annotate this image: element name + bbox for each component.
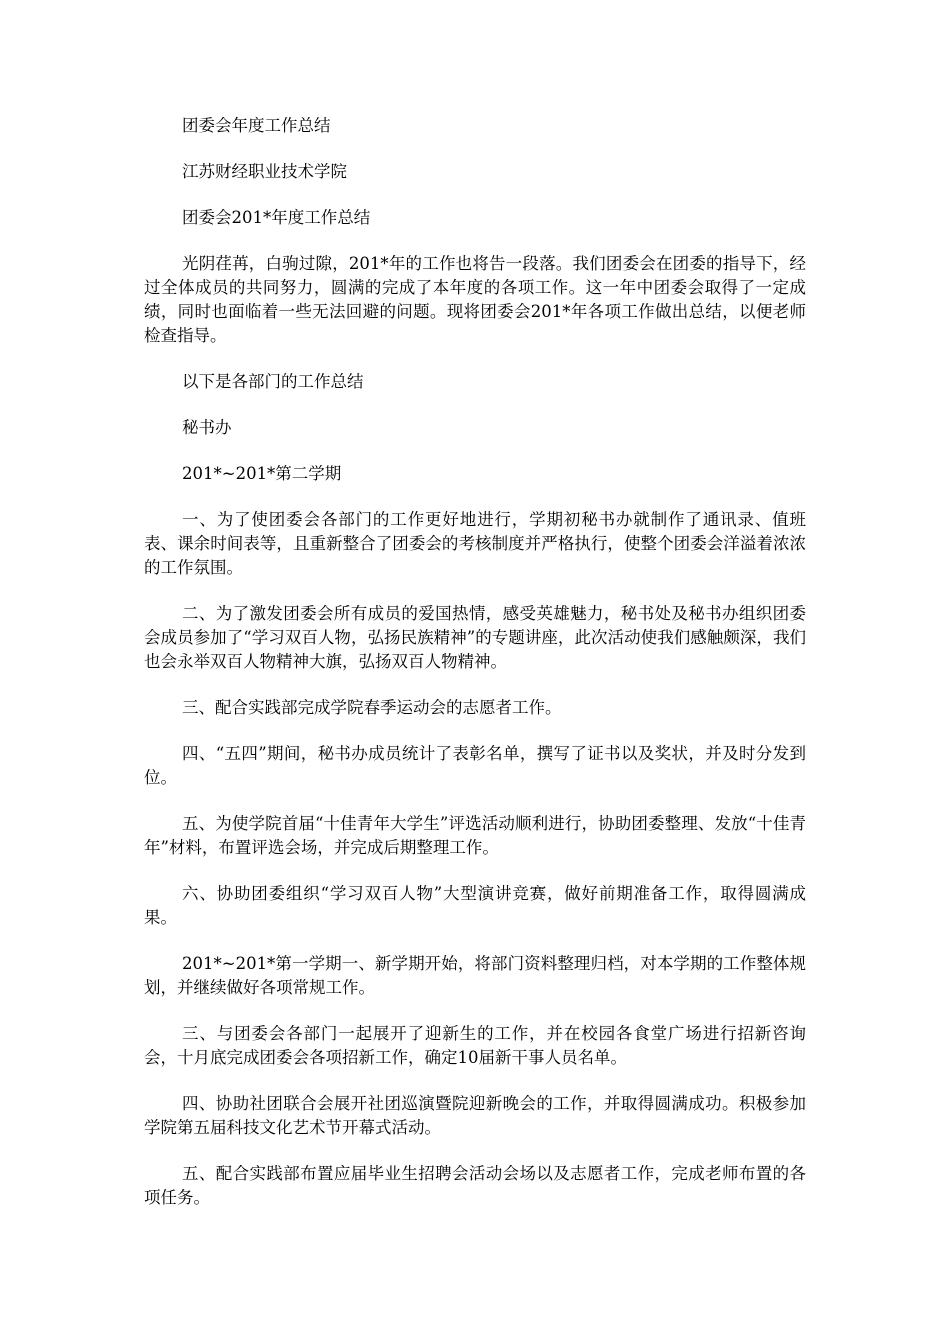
body-paragraph: 四、“五四”期间，秘书办成员统计了表彰名单，撰写了证书以及奖状，并及时分发到位。 (144, 744, 806, 787)
intro-paragraph: 光阴荏苒，白驹过隙，201*年的工作也将告一段落。我们团委会在团委的指导下，经过全体成员的共同努力，圆满的完成了本年度的各项工作。这一年中团委会取得了一定成绩，同时也面临着一些无法回避的问题。现将团委会201*年各项工作做出总结，以便老师检查指导。 (144, 254, 806, 345)
body-paragraph: 二、为了激发团委会所有成员的爱国热情，感受英雄魅力，秘书处及秘书办组织团委会成员参加了“学习双百人物，弘扬民族精神”的专题讲座，此次活动使我们感触颇深，我们也会永举双百人物精神大旗，弘扬双百人物精神。 (144, 604, 806, 671)
body-paragraph: 201*~201*第一学期一、新学期开始，将部门资料整理归档，对本学期的工作整体规划，并继续做好各项常规工作。 (144, 954, 806, 997)
body-paragraph: 六、协助团委组织“学习双百人物”大型演讲竞赛，做好前期准备工作，取得圆满成果。 (144, 884, 806, 927)
section-intro: 以下是各部门的工作总结 (182, 372, 364, 391)
body-paragraph: 三、配合实践部完成学院春季运动会的志愿者工作。 (182, 698, 562, 717)
body-paragraph: 五、为使学院首届“十佳青年大学生”评选活动顺利进行，协助团委整理、发放“十佳青年”材料，布置评选会场，并完成后期整理工作。 (144, 814, 806, 857)
institution-name: 江苏财经职业技术学院 (182, 162, 347, 181)
body-paragraph: 五、配合实践部布置应届毕业生招聘会活动会场以及志愿者工作，完成老师布置的各项任务。 (144, 1164, 806, 1207)
body-paragraph: 三、与团委会各部门一起展开了迎新生的工作，并在校园各食堂广场进行招新咨询会，十月底完成团委会各项招新工作，确定10届新干事人员名单。 (144, 1024, 806, 1067)
document-subtitle: 团委会201*年度工作总结 (182, 208, 371, 227)
semester-heading: 201*~201*第二学期 (182, 464, 342, 483)
document-title: 团委会年度工作总结 (182, 116, 331, 135)
body-paragraph: 一、为了使团委会各部门的工作更好地进行，学期初秘书办就制作了通讯录、值班表、课余时间表等，且重新整合了团委会的考核制度并严格执行，使整个团委会洋溢着浓浓的工作氛围。 (144, 510, 806, 577)
department-heading: 秘书办 (182, 418, 232, 437)
body-paragraph: 四、协助社团联合会展开社团巡演暨院迎新晚会的工作，并取得圆满成功。积极参加学院第五届科技文化艺术节开幕式活动。 (144, 1094, 806, 1137)
document-page (144, 114, 806, 1232)
